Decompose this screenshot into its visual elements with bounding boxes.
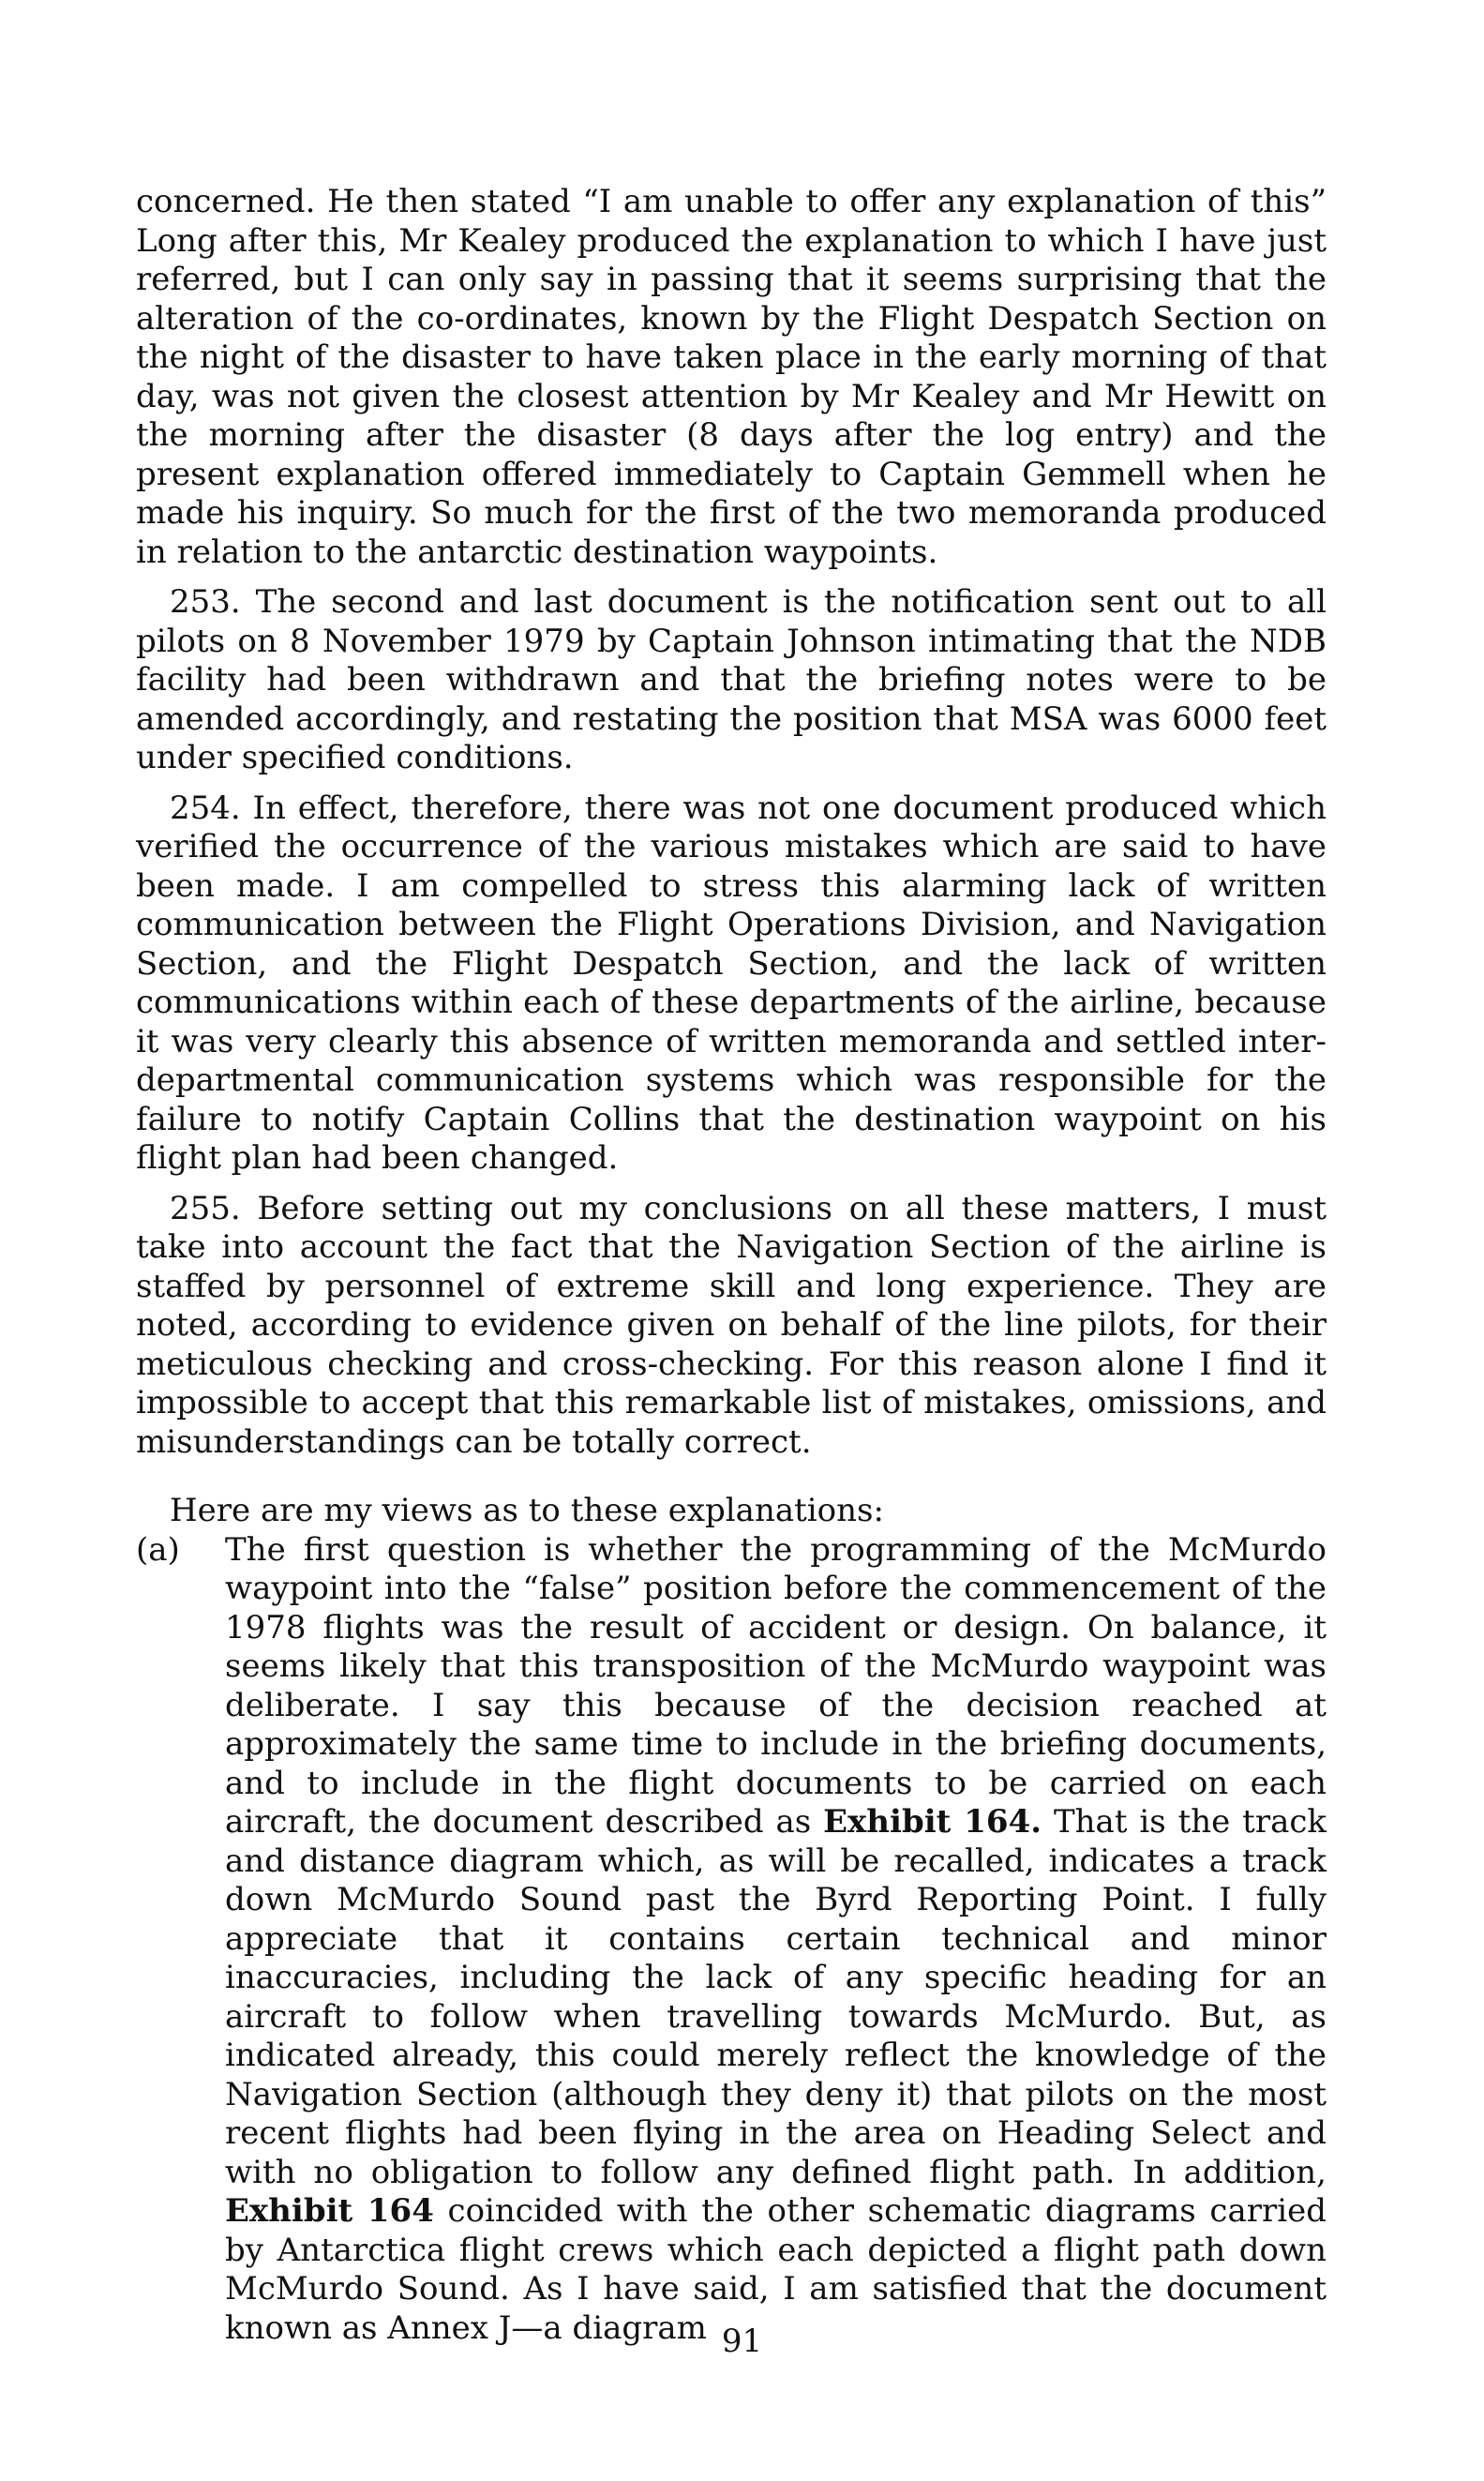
paragraph-continued: concerned. He then stated “I am unable to offer any explanation of this” Long after this, Mr Kealey produced the explanation to which I have just referred, but I can only say in passing that it seems surprising that the alteration of the co-ordinates, known by the Flight Despatch Section on the night of the disaster to have taken place in the early morning of that day, was not given the closest attention by Mr Kealey and Mr Hewitt on the morning after the disaster (8 days after the log entry) and the present explanation offered immediately to Captain Gemmell when he made his inquiry. So much for the first of the two memoranda produced in relation to the antarctic destination waypoints. xyxy=(136,183,1327,571)
list-item-a xyxy=(136,1531,1327,2349)
exhibit-164-reference-2: Exhibit 164 xyxy=(225,2192,434,2230)
paragraph-254: 254. In effect, therefore, there was not one document produced which verified the occurrence of the various mistakes which are said to have been made. I am compelled to stress this alarming lack of written communication between the Flight Operations Division, and Navigation Section, and the Flight Despatch Section, and the lack of written communications within each of these departments of the airline, because it was very clearly this absence of written memoranda and settled inter-departmental communication systems which was responsible for the failure to notify Captain Collins that the destination waypoint on his flight plan had been changed. xyxy=(136,789,1327,1177)
list-item-label: (a) xyxy=(136,1530,180,1569)
views-intro: Here are my views as to these explanations: xyxy=(170,1492,884,1529)
paragraph-253: 253. The second and last document is the notification sent out to all pilots on 8 November 1979 by Captain Johnson intimating that the NDB facility had been withdrawn and that the briefing notes were to be amended accordingly, and restating the position that MSA was 6000 feet under specified conditions. xyxy=(136,583,1327,776)
item-a-text-3: coincided with the other schematic diagrams carried by Antarctica flight crews which each depicted a flight path down McMurdo Sound. As I have said, I am satisfied that the document known as Annex J—a diagram xyxy=(225,2192,1327,2347)
exhibit-164-reference: Exhibit 164. xyxy=(823,1803,1042,1841)
item-a-text-2: That is the track and distance diagram which, as will be recalled, indicates a track down McMurdo Sound past the Byrd Reporting Point. I fully appreciate that it contains certain technical and minor inaccuracies, including the lack of any specific heading for an aircraft to follow when travelling towards McMurdo. But, as indicated already, this could merely reflect the knowledge of the Navigation Section (although they deny it) that pilots on the most recent flights had been flying in the area on Heading Select and with no obligation to follow any defined flight path. In addition, xyxy=(225,1803,1327,2191)
paragraph-255: 255. Before setting out my conclusions on all these matters, I must take into account the fact that the Navigation Section of the airline is staffed by personnel of extreme skill and long experience. They are noted, according to evidence given on behalf of the line pilots, for their meticulous checking and cross-checking. For this reason alone I find it impossible to accept that this remarkable list of mistakes, omissions, and misunderstandings can be totally correct. xyxy=(136,1189,1327,1461)
item-a-text-1: The first question is whether the programming of the McMurdo waypoint into the “false” position before the commencement of the 1978 flights was the result of accident or design. On balance, it seems likely that this transposition of the McMurdo waypoint was deliberate. I say this because of the decision reached at approximately the same time to include in the briefing documents, and to include in the flight documents to be carried on each aircraft, the document described as xyxy=(225,1530,1327,1841)
page-number: 91 xyxy=(721,2323,763,2360)
body-text xyxy=(136,183,1327,2348)
